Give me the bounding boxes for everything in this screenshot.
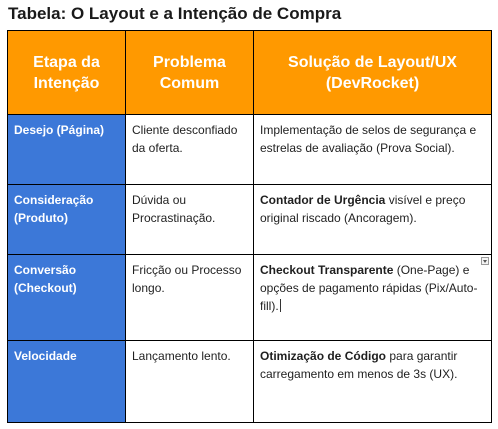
table-row [8, 255, 492, 341]
solution-text: visível e preço original riscado (Ancoragem). [260, 193, 466, 225]
solution-bold-text: Checkout Transparente [260, 263, 394, 277]
cell-dropdown-icon[interactable] [481, 257, 489, 265]
table-row [8, 185, 492, 255]
header-problem[interactable]: Problema Comum [126, 31, 254, 115]
stage-cell[interactable]: Consideração (Produto) [8, 185, 126, 255]
stage-cell[interactable]: Desejo (Página) [8, 115, 126, 185]
solution-text: (One-Page) e opções de pagamento rápidas (Pix/Auto-fill). [260, 263, 478, 313]
problem-cell[interactable]: Lançamento lento. [126, 341, 254, 423]
solution-bold-text: Otimização de Código [260, 349, 387, 363]
problem-cell[interactable]: Dúvida ou Procrastinação. [126, 185, 254, 255]
stage-cell[interactable]: Conversão (Checkout) [8, 255, 126, 341]
solution-bold-text: Contador de Urgência [260, 193, 386, 207]
problem-cell[interactable]: Cliente desconfiado da oferta. [126, 115, 254, 185]
solution-cell-active[interactable] [254, 255, 492, 341]
table-row [8, 341, 492, 423]
header-stage[interactable]: Etapa da Intenção [8, 31, 126, 115]
table-row [8, 115, 492, 185]
intent-layout-table [7, 30, 492, 423]
header-row [8, 31, 492, 115]
solution-text: Implementação de selos de segurança e estrelas de avaliação (Prova Social). [260, 123, 477, 155]
solution-text: para garantir carregamento em menos de 3s (UX). [260, 349, 458, 381]
solution-cell[interactable] [254, 341, 492, 423]
problem-cell[interactable]: Fricção ou Processo longo. [126, 255, 254, 341]
solution-cell[interactable] [254, 115, 492, 185]
text-cursor [280, 299, 281, 312]
header-solution[interactable]: Solução de Layout/UX (DevRocket) [254, 31, 492, 115]
stage-cell[interactable]: Velocidade [8, 341, 126, 423]
table-title: Tabela: O Layout e a Intenção de Compra [8, 4, 342, 23]
solution-cell[interactable] [254, 185, 492, 255]
